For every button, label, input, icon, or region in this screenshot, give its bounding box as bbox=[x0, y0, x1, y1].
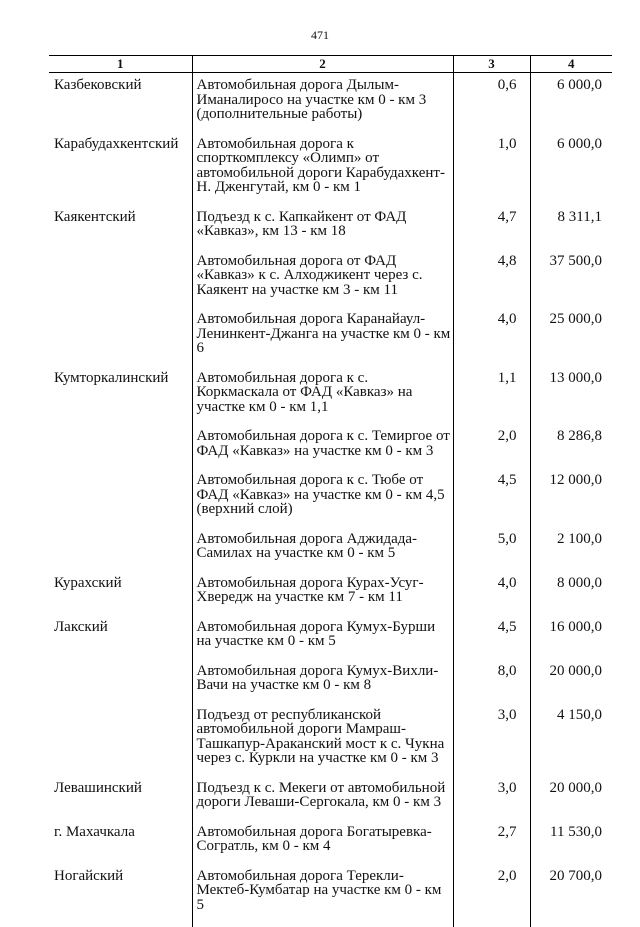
region-cell: Курахский bbox=[49, 576, 192, 620]
length-cell: 4,0 bbox=[453, 312, 530, 371]
table-row bbox=[49, 210, 612, 254]
region-cell bbox=[49, 312, 192, 371]
amount-cell: 20 000,0 bbox=[530, 781, 612, 825]
length-cell: 1,1 bbox=[453, 371, 530, 430]
region-cell: Лакский bbox=[49, 620, 192, 664]
length-cell: 2,0 bbox=[453, 869, 530, 927]
amount-cell: 2 100,0 bbox=[530, 532, 612, 576]
region-cell bbox=[49, 473, 192, 532]
region-cell: Казбековский bbox=[49, 73, 192, 137]
road-cell: Автомобильная дорога к спорткомплексу «Олимп» от автомобильной дороги Карабудахкент-Н. Дженгутай, км 0 - км 1 bbox=[192, 137, 453, 210]
road-cell: Автомобильная дорога Терекли-Мектеб-Кумбатар на участке км 0 - км 5 bbox=[192, 869, 453, 927]
amount-cell: 4 150,0 bbox=[530, 708, 612, 781]
table-row bbox=[49, 312, 612, 371]
road-cell: Подъезд к с. Капкайкент от ФАД «Кавказ», км 13 - км 18 bbox=[192, 210, 453, 254]
road-cell: Автомобильная дорога Курах-Усуг-Хвередж на участке км 7 - км 11 bbox=[192, 576, 453, 620]
table-row bbox=[49, 429, 612, 473]
road-cell: Подъезд от республиканской автомобильной дороги Мамраш-Ташкапур-Араканский мост к с. Чукна через с. Куркли на участке км 0 - км 3 bbox=[192, 708, 453, 781]
table-row bbox=[49, 254, 612, 313]
length-cell: 4,8 bbox=[453, 254, 530, 313]
region-cell bbox=[49, 708, 192, 781]
table-row bbox=[49, 532, 612, 576]
amount-cell: 16 000,0 bbox=[530, 620, 612, 664]
road-funding-table bbox=[49, 55, 612, 927]
column-header: 4 bbox=[530, 56, 612, 73]
region-cell bbox=[49, 664, 192, 708]
table-row bbox=[49, 73, 612, 137]
length-cell: 2,0 bbox=[453, 429, 530, 473]
road-cell: Автомобильная дорога Богатыревка-Согратль, км 0 - км 4 bbox=[192, 825, 453, 869]
road-cell: Автомобильная дорога Кумух-Вихли-Вачи на участке км 0 - км 8 bbox=[192, 664, 453, 708]
region-cell: Кумторкалинский bbox=[49, 371, 192, 430]
table-row bbox=[49, 620, 612, 664]
length-cell: 0,6 bbox=[453, 73, 530, 137]
region-cell bbox=[49, 254, 192, 313]
length-cell: 5,0 bbox=[453, 532, 530, 576]
road-cell: Подъезд к с. Мекеги от автомобильной дороги Леваши-Сергокала, км 0 - км 3 bbox=[192, 781, 453, 825]
amount-cell: 20 000,0 bbox=[530, 664, 612, 708]
region-cell: Левашинский bbox=[49, 781, 192, 825]
amount-cell: 6 000,0 bbox=[530, 73, 612, 137]
length-cell: 1,0 bbox=[453, 137, 530, 210]
table-row bbox=[49, 137, 612, 210]
road-cell: Автомобильная дорога Кумух-Бурши на участке км 0 - км 5 bbox=[192, 620, 453, 664]
road-cell: Автомобильная дорога к с. Коркмаскала от ФАД «Кавказ» на участке км 0 - км 1,1 bbox=[192, 371, 453, 430]
length-cell: 2,7 bbox=[453, 825, 530, 869]
length-cell: 4,7 bbox=[453, 210, 530, 254]
region-cell: г. Махачкала bbox=[49, 825, 192, 869]
length-cell: 4,0 bbox=[453, 576, 530, 620]
table-row bbox=[49, 473, 612, 532]
region-cell: Карабудахкентский bbox=[49, 137, 192, 210]
table-row bbox=[49, 825, 612, 869]
amount-cell: 20 700,0 bbox=[530, 869, 612, 927]
length-cell: 3,0 bbox=[453, 781, 530, 825]
column-header: 1 bbox=[49, 56, 192, 73]
region-cell: Каякентский bbox=[49, 210, 192, 254]
amount-cell: 12 000,0 bbox=[530, 473, 612, 532]
road-cell: Автомобильная дорога Каранайаул-Ленинкент-Джанга на участке км 0 - км 6 bbox=[192, 312, 453, 371]
length-cell: 3,0 bbox=[453, 708, 530, 781]
amount-cell: 8 286,8 bbox=[530, 429, 612, 473]
amount-cell: 8 000,0 bbox=[530, 576, 612, 620]
column-header: 3 bbox=[453, 56, 530, 73]
amount-cell: 11 530,0 bbox=[530, 825, 612, 869]
road-cell: Автомобильная дорога Аджидада-Самилах на участке км 0 - км 5 bbox=[192, 532, 453, 576]
table-row bbox=[49, 371, 612, 430]
amount-cell: 25 000,0 bbox=[530, 312, 612, 371]
amount-cell: 37 500,0 bbox=[530, 254, 612, 313]
amount-cell: 6 000,0 bbox=[530, 137, 612, 210]
table-row bbox=[49, 708, 612, 781]
table-body bbox=[49, 73, 612, 927]
length-cell: 8,0 bbox=[453, 664, 530, 708]
column-header: 2 bbox=[192, 56, 453, 73]
table-row bbox=[49, 869, 612, 927]
table-row bbox=[49, 781, 612, 825]
length-cell: 4,5 bbox=[453, 473, 530, 532]
amount-cell: 13 000,0 bbox=[530, 371, 612, 430]
road-cell: Автомобильная дорога от ФАД «Кавказ» к с. Алходжикент через с. Каякент на участке км 3 - км 11 bbox=[192, 254, 453, 313]
road-cell: Автомобильная дорога к с. Тюбе от ФАД «Кавказ» на участке км 0 - км 4,5 (верхний слой) bbox=[192, 473, 453, 532]
amount-cell: 8 311,1 bbox=[530, 210, 612, 254]
region-cell bbox=[49, 532, 192, 576]
table-row bbox=[49, 664, 612, 708]
road-cell: Автомобильная дорога Дылым-Иманалиросо на участке км 0 - км 3 (дополнительные работы) bbox=[192, 73, 453, 137]
page-number: 471 bbox=[0, 28, 640, 43]
region-cell: Ногайский bbox=[49, 869, 192, 927]
table-header-row bbox=[49, 56, 612, 73]
region-cell bbox=[49, 429, 192, 473]
table-row bbox=[49, 576, 612, 620]
length-cell: 4,5 bbox=[453, 620, 530, 664]
road-cell: Автомобильная дорога к с. Темиргое от ФАД «Кавказ» на участке км 0 - км 3 bbox=[192, 429, 453, 473]
